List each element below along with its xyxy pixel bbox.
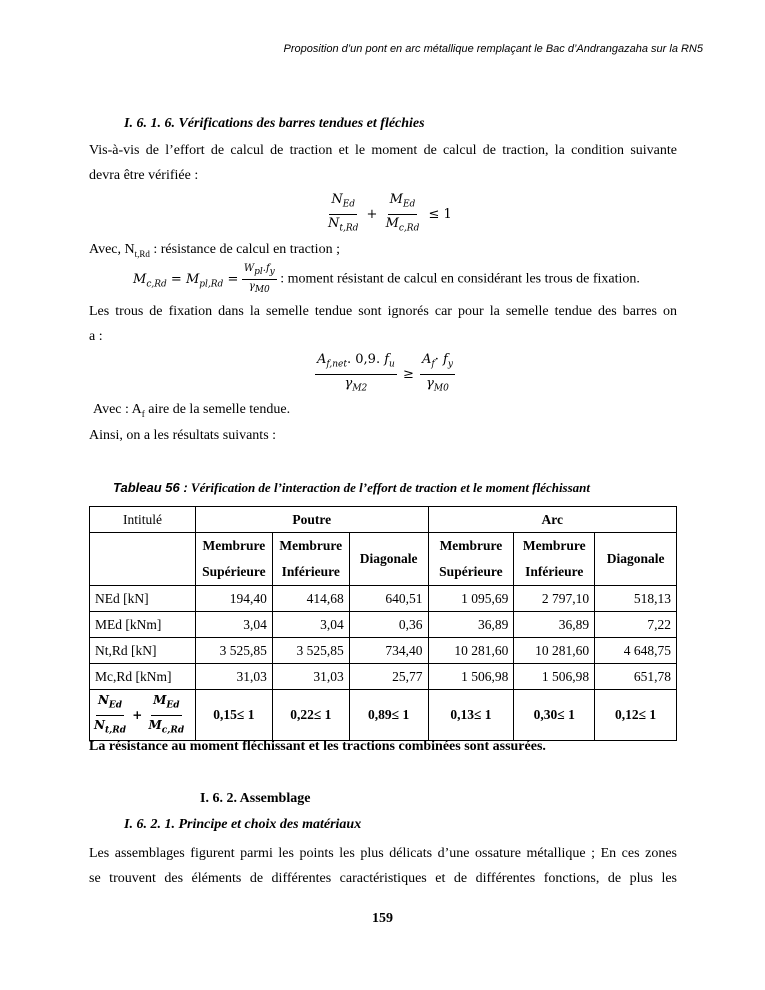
section-title-principe: I. 6. 2. 1. Principe et choix des matériaux — [124, 817, 362, 832]
avec-af-text: Avec : A — [93, 402, 142, 417]
section-title-verifications: I. 6. 1. 6. Vérifications des barres tendues et fléchies — [124, 116, 425, 131]
paragraph-2 — [89, 299, 677, 349]
mcrd-formula-line: $M_{c,Rd} = M_{pl,Rd}$ = $\frac{W_{pl}.f_y}{\gamma_{M0}}$ : moment résistant de calcul en considérant les trous de fixation. — [133, 263, 640, 295]
table-cell: 0,36 — [349, 612, 428, 638]
subheader-cell: Membrure Inférieure — [272, 533, 349, 586]
ratio-cell: 0,12≤ 1 — [595, 690, 677, 741]
paragraph-1-line-1: Vis-à-vis de l’effort de calcul de traction et le moment de calcul de traction, la condition suivante — [89, 143, 677, 158]
section-title-assemblage: I. 6. 2. Assemblage — [200, 791, 311, 806]
table-row — [90, 586, 677, 612]
verification-table — [89, 506, 677, 741]
mcrd-description: : moment résistant de calcul en considérant les trous de fixation. — [280, 271, 640, 287]
paragraph-1 — [89, 138, 677, 188]
interaction-formula: $\frac{N_{Ed}}{N_{t,Rd}}$ + $\frac{M_{Ed}}{M_{c,Rd}}$ ≤ 1 — [328, 192, 452, 234]
table-cell: 36,89 — [514, 612, 595, 638]
subheader-empty — [90, 533, 196, 586]
net-section-formula: $\frac{A_{f,net}. 0,9. f_u}{\gamma_{M2}}$ ≥ $\frac{A_f\cdot f_y}{\gamma_{M0}}$ — [317, 352, 453, 394]
table-header-row — [90, 507, 677, 533]
avec-ntrd-text: Avec, N — [89, 242, 135, 257]
table-subheader-row — [90, 533, 677, 586]
table-cell: 7,22 — [595, 612, 677, 638]
paragraph-3-line-2: se trouvent des éléments de différentes caractéristiques et de différentes fonctions, de plus les — [89, 871, 677, 886]
row-label: Mc,Rd [kNm] — [90, 664, 196, 690]
ratio-cell: 0,13≤ 1 — [428, 690, 514, 741]
table-cell: 4 648,75 — [595, 638, 677, 664]
table-cell: 1 506,98 — [514, 664, 595, 690]
paragraph-1-line-2: devra être vérifiée : — [89, 168, 199, 183]
table-ratio-row — [90, 690, 677, 741]
page-number: 159 — [372, 911, 393, 926]
paragraph-2-line-2: a : — [89, 329, 103, 344]
table-cell: 1 095,69 — [428, 586, 514, 612]
table-caption — [113, 480, 590, 496]
table-cell: 36,89 — [428, 612, 514, 638]
table-cell: 651,78 — [595, 664, 677, 690]
table-cell: 3,04 — [272, 612, 349, 638]
table-cell: 518,13 — [595, 586, 677, 612]
avec-ntrd-sub: t,Rd — [134, 248, 150, 259]
subheader-cell: Diagonale — [349, 533, 428, 586]
avec-af-rest: aire de la semelle tendue. — [144, 402, 291, 417]
conclusion: La résistance au moment fléchissant et les tractions combinées sont assurées. — [89, 739, 546, 754]
table-cell: 10 281,60 — [514, 638, 595, 664]
avec-af-sub: f — [141, 408, 145, 419]
paragraph-3-line-1: Les assemblages figurent parmi les points les plus délicats d’une ossature métallique ; En ces zones — [89, 846, 677, 861]
ratio-cell: 0,30≤ 1 — [514, 690, 595, 741]
subheader-cell: Membrure Supérieure — [195, 533, 272, 586]
table-cell: 10 281,60 — [428, 638, 514, 664]
paragraph-2-line-1: Les trous de fixation dans la semelle tendue sont ignorés car pour la semelle tendue des barres on — [89, 304, 677, 319]
subheader-cell: Diagonale — [595, 533, 677, 586]
table-cell: 2 797,10 — [514, 586, 595, 612]
row-label: NEd [kN] — [90, 586, 196, 612]
header-arc: Arc — [428, 507, 676, 533]
table-row — [90, 612, 677, 638]
row-label: Nt,Rd [kN] — [90, 638, 196, 664]
ratio-formula: $\frac{N_{Ed}}{N_{t,Rd}}$ + $\frac{M_{Ed}}{M_{c,Rd}}$ — [94, 693, 185, 735]
subheader-cell: Membrure Inférieure — [514, 533, 595, 586]
ratio-cell: 0,22≤ 1 — [272, 690, 349, 741]
ratio-formula-cell — [90, 690, 196, 741]
table-cell: 194,40 — [195, 586, 272, 612]
ratio-cell: 0,89≤ 1 — [349, 690, 428, 741]
table-caption-label: Tableau 56 : — [113, 480, 188, 495]
header-intitule: Intitulé — [90, 507, 196, 533]
avec-ntrd-rest: : résistance de calcul en traction ; — [149, 242, 340, 257]
ainsi-line: Ainsi, on a les résultats suivants : — [89, 428, 277, 443]
subheader-cell: Membrure Supérieure — [428, 533, 514, 586]
table-cell: 31,03 — [195, 664, 272, 690]
table-cell: 414,68 — [272, 586, 349, 612]
table-cell: 3 525,85 — [195, 638, 272, 664]
page-header: Proposition d’un pont en arc métallique remplaçant le Bac d’Andrangazaha sur la RN5 — [283, 43, 703, 55]
paragraph-3 — [89, 841, 677, 891]
table-cell: 3 525,85 — [272, 638, 349, 664]
table-cell: 640,51 — [349, 586, 428, 612]
table-cell: 31,03 — [272, 664, 349, 690]
table-row — [90, 638, 677, 664]
table-cell: 25,77 — [349, 664, 428, 690]
table-cell: 734,40 — [349, 638, 428, 664]
header-poutre: Poutre — [195, 507, 428, 533]
table-row — [90, 664, 677, 690]
table-cell: 3,04 — [195, 612, 272, 638]
ratio-cell: 0,15≤ 1 — [195, 690, 272, 741]
table-caption-text: Vérification de l’interaction de l’effort de traction et le moment fléchissant — [187, 480, 591, 495]
row-label: MEd [kNm] — [90, 612, 196, 638]
table-cell: 1 506,98 — [428, 664, 514, 690]
